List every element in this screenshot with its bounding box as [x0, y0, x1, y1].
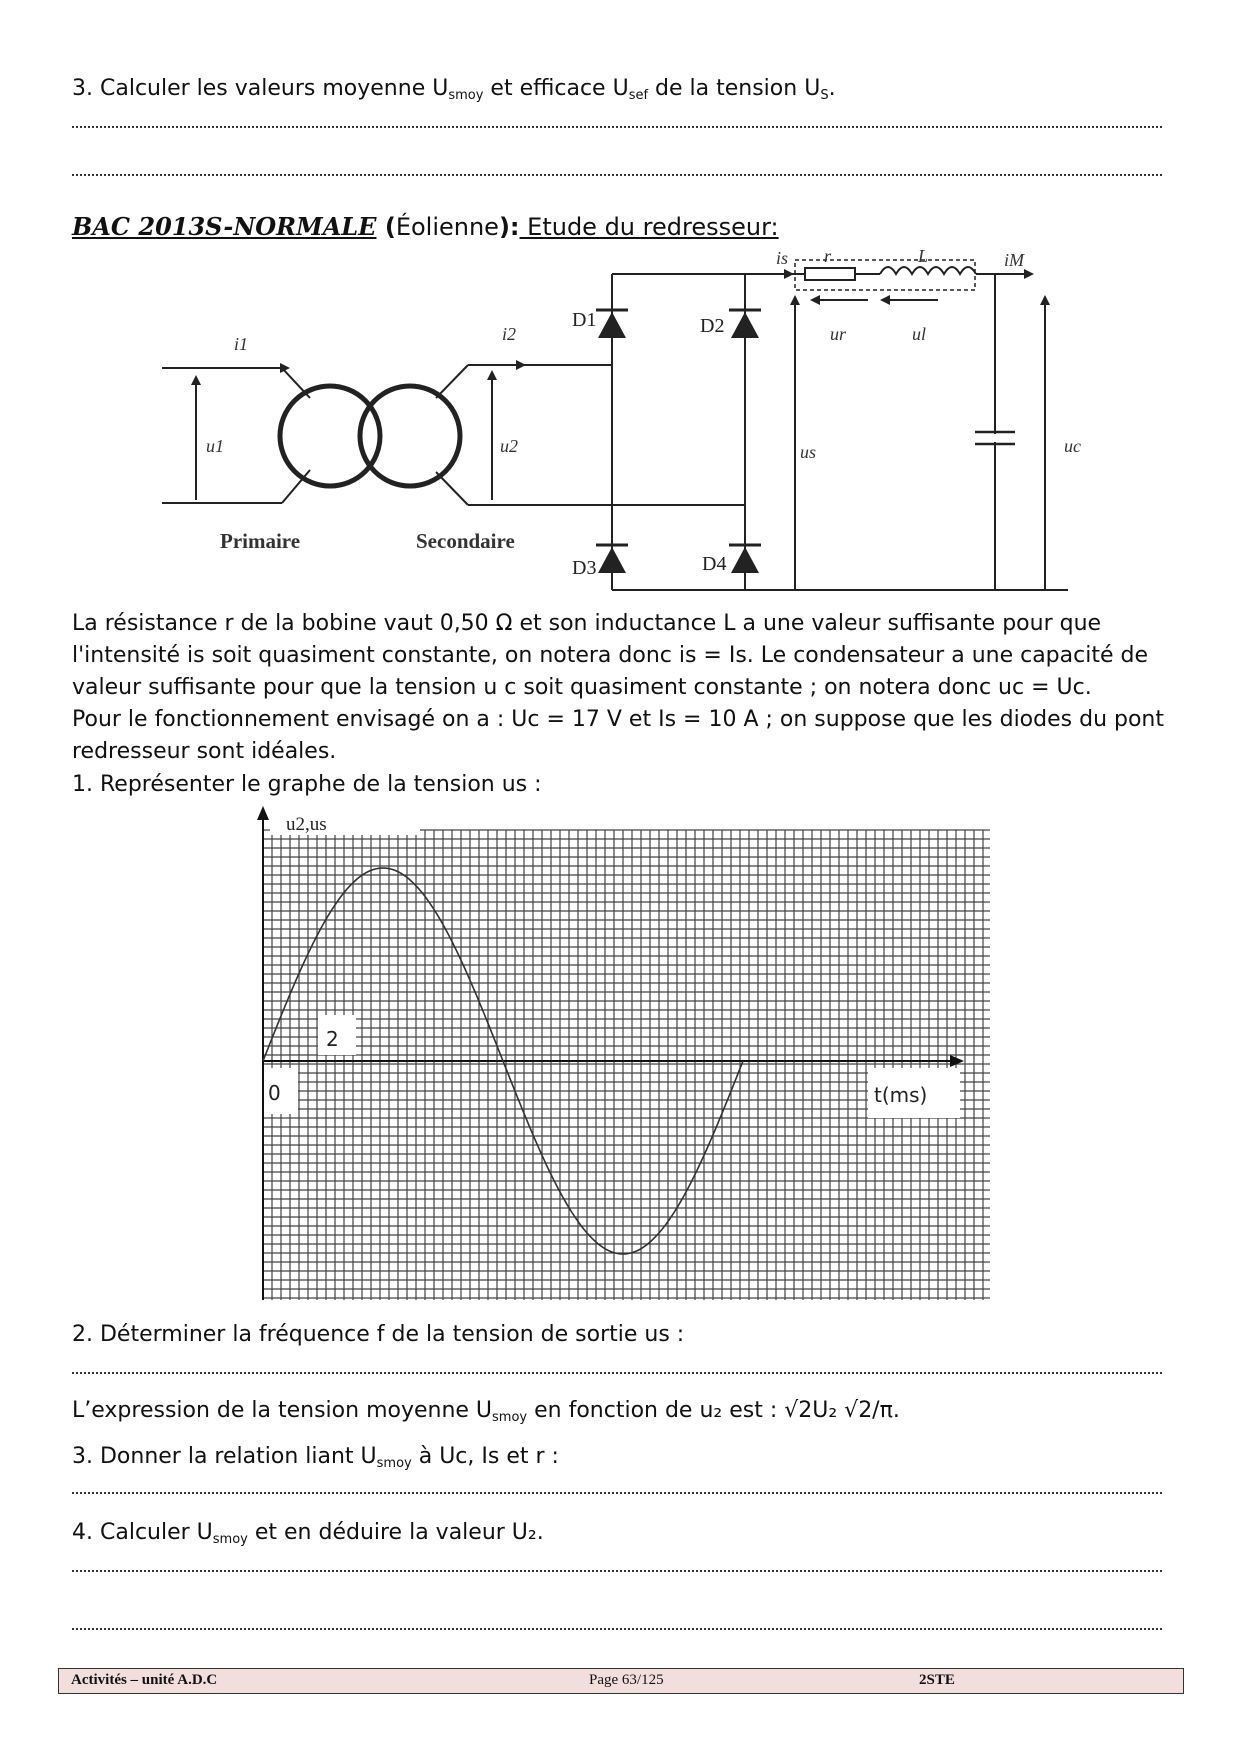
section-heading: BAC 2013S-NORMALE (Éolienne): Etude du redresseur: [72, 212, 779, 241]
label-u2: u2 [500, 436, 518, 456]
question-3-top: 3. Calculer les valeurs moyenne $U_{smoy}$ et efficace $U_{sef}$ de la tension $U_S$. [72, 76, 836, 103]
footer-right: 2STE [919, 1672, 955, 1688]
label-ul: ul [912, 324, 927, 344]
label-secondaire: Secondaire [416, 529, 515, 553]
label-r: r [824, 246, 832, 266]
question-1: 1. Représenter le graphe de la tension us : [72, 772, 542, 797]
question-3: 3. Donner la relation liant $U_{smoy}$ à Uc, Is et r : [72, 1444, 559, 1471]
scale-tick-label: 2 [326, 1027, 339, 1051]
label-d3: D3 [572, 557, 597, 579]
label-us: us [800, 442, 817, 462]
x-axis-label: t(ms) [874, 1083, 928, 1107]
label-d1: D1 [572, 309, 597, 331]
answer-line[interactable] [72, 1626, 1162, 1630]
answer-line[interactable] [72, 1568, 1162, 1572]
expression-line: L’expression de la tension moyenne $U_{smoy}$ en fonction de u₂ est : √2U₂ √2/π. [72, 1398, 900, 1425]
label-primaire: Primaire [220, 529, 301, 553]
label-L: L [918, 246, 929, 266]
y-axis-arrow [257, 806, 269, 820]
graph-area[interactable] [263, 830, 990, 1300]
label-d4: D4 [702, 553, 727, 575]
label-im: iM [1004, 250, 1024, 270]
answer-line[interactable] [72, 1370, 1162, 1374]
question-4: 4. Calculer $U_{smoy}$ et en déduire la valeur U₂. [72, 1520, 544, 1547]
footer-page: Page 63/125 [589, 1672, 664, 1688]
problem-statement: La résistance r de la bobine vaut 0,50 Ω et son inductance L a une valeur suffisante pour que l'intensité is soit quasiment constante, on notera donc is = Is. Le condensateur a une capacité de valeur suffisante pour que la tension u c soit quasiment constante ; on notera donc uc = Uc. Pour le fonctionnement envisagé on a : Uc = 17 V et Is = 10 A ; on suppose que les diodes du pont redresseur sont idéales. [72, 611, 1164, 764]
y-axis-label: u2,us [286, 814, 327, 835]
label-ur: ur [830, 324, 847, 344]
label-d2: D2 [700, 315, 725, 337]
label-is: is [776, 248, 789, 268]
origin-label: 0 [268, 1081, 281, 1105]
label-uc: uc [1064, 436, 1081, 456]
footer-left: Activités – unité A.D.C [71, 1672, 218, 1688]
label-i1: i1 [234, 334, 249, 354]
label-u1: u1 [206, 436, 224, 456]
page-footer [58, 1668, 1184, 1694]
label-i2: i2 [502, 324, 517, 344]
question-2: 2. Déterminer la fréquence f de la tension de sortie us : [72, 1322, 685, 1347]
answer-line[interactable] [72, 1490, 1162, 1494]
